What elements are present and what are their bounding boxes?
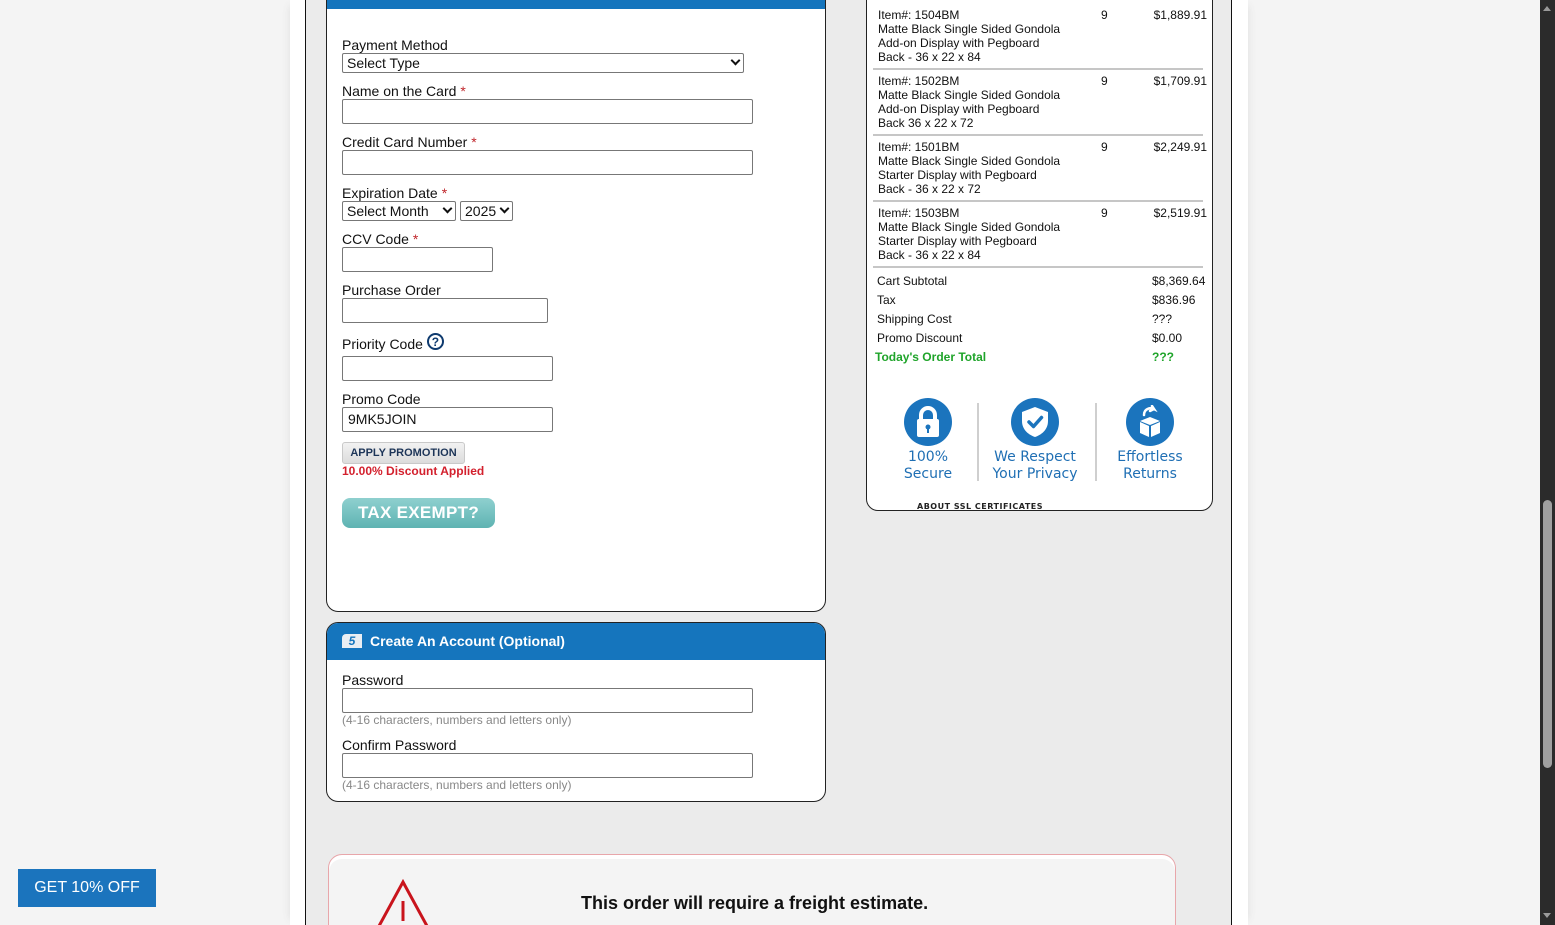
name-on-card-input[interactable] (342, 99, 753, 124)
ccv-input[interactable] (342, 247, 493, 272)
item-name-line: Back - 36 x 22 x 84 (878, 50, 981, 64)
item-description (878, 206, 1078, 262)
badge-line: We Respect (994, 449, 1076, 465)
ccv-label-text: CCV Code (342, 231, 409, 247)
cart-item (873, 70, 1207, 136)
item-description (878, 74, 1078, 130)
card-number-input[interactable] (342, 150, 753, 175)
step-number-badge: 5 (342, 634, 362, 648)
priority-code-label-text: Priority Code (342, 336, 423, 352)
vertical-scrollbar[interactable] (1540, 0, 1555, 925)
item-description (878, 8, 1078, 64)
tax-label: Tax (877, 293, 896, 307)
item-price: $2,519.91 (1153, 206, 1207, 220)
expiration-year-value: 2025 (465, 203, 497, 219)
payment-method-value: Select Type (347, 55, 420, 71)
lock-icon (904, 398, 952, 446)
badge-line: Your Privacy (992, 466, 1078, 482)
purchase-order-label: Purchase Order (342, 282, 441, 298)
freight-estimate-notice (328, 854, 1176, 925)
get-discount-tab[interactable]: GET 10% OFF (18, 869, 156, 907)
item-name-line: Back - 36 x 22 x 72 (878, 182, 981, 196)
ccv-label (342, 231, 418, 247)
payment-method-label: Payment Method (342, 37, 448, 53)
item-quantity: 9 (1101, 206, 1108, 220)
chevron-down-icon (500, 204, 510, 214)
create-account-header (327, 623, 825, 660)
tax-exempt-button[interactable]: TAX EXEMPT? (342, 498, 495, 528)
tax-value: $836.96 (1152, 293, 1196, 307)
name-on-card-label (342, 83, 466, 99)
shipping-label: Shipping Cost (877, 312, 952, 326)
item-price: $1,709.91 (1153, 74, 1207, 88)
scroll-up-arrow-icon[interactable] (1543, 6, 1551, 11)
name-on-card-label-text: Name on the Card (342, 83, 457, 99)
order-total-value: ??? (1152, 350, 1174, 364)
subtotal-row (877, 274, 1207, 293)
item-name-line: Add-on Display with Pegboard (878, 36, 1040, 50)
promo-code-label: Promo Code (342, 391, 421, 407)
chevron-down-icon (443, 204, 453, 214)
item-number: Item#: 1501BM (878, 140, 960, 154)
shipping-row (877, 312, 1207, 331)
payment-panel-header-bar (327, 0, 825, 9)
item-quantity: 9 (1101, 8, 1108, 22)
chevron-down-icon (731, 56, 741, 66)
item-name-line: Starter Display with Pegboard (878, 168, 1037, 182)
badge-line: Effortless (1117, 449, 1183, 465)
shipping-value: ??? (1152, 312, 1173, 326)
shield-check-icon (1011, 398, 1059, 446)
item-name-line: Matte Black Single Sided Gondola (878, 154, 1061, 168)
item-name-line: Matte Black Single Sided Gondola (878, 88, 1061, 102)
tax-row (877, 293, 1207, 312)
expiration-date-label (342, 185, 447, 201)
item-number: Item#: 1502BM (878, 74, 960, 88)
about-ssl-certificates-link[interactable]: ABOUT SSL CERTIFICATES (917, 502, 1044, 511)
order-summary-panel (866, 0, 1213, 511)
item-name-line: Matte Black Single Sided Gondola (878, 22, 1061, 36)
order-total-row (875, 350, 1205, 369)
required-marker: * (412, 231, 419, 247)
badge-line: Secure (903, 466, 953, 482)
promo-discount-value: $0.00 (1152, 331, 1183, 345)
item-description (878, 140, 1078, 196)
badge-divider (977, 403, 979, 481)
item-number: Item#: 1504BM (878, 8, 960, 22)
expiration-date-label-text: Expiration Date (342, 185, 438, 201)
item-price: $1,889.91 (1153, 8, 1207, 22)
cart-item (873, 202, 1207, 268)
returns-badge (1095, 398, 1205, 483)
priority-code-input[interactable] (342, 356, 553, 381)
item-name-line: Starter Display with Pegboard (878, 234, 1037, 248)
promo-discount-row (877, 331, 1207, 350)
purchase-order-input[interactable] (342, 298, 548, 323)
box-return-icon (1126, 398, 1174, 446)
scrollbar-thumb[interactable] (1543, 500, 1552, 768)
expiration-month-value: Select Month (347, 203, 429, 219)
promo-discount-label: Promo Discount (877, 331, 963, 345)
badge-line: 100% (907, 449, 949, 465)
confirm-password-input[interactable] (342, 753, 753, 778)
privacy-badge (980, 398, 1090, 483)
item-name-line: Back - 36 x 22 x 84 (878, 248, 981, 262)
item-quantity: 9 (1101, 140, 1108, 154)
item-price: $2,249.91 (1153, 140, 1207, 154)
subtotal-value: $8,369.64 (1152, 274, 1206, 288)
create-account-title: Create An Account (Optional) (370, 633, 565, 649)
secure-badge (873, 398, 983, 483)
item-name-line: Add-on Display with Pegboard (878, 102, 1040, 116)
card-number-label-text: Credit Card Number (342, 134, 468, 150)
order-total-label: Today's Order Total (875, 350, 987, 364)
expiration-year-select[interactable] (460, 201, 513, 221)
card-number-label (342, 134, 477, 150)
required-marker: * (441, 185, 448, 201)
freight-estimate-message: This order will require a freight estimate. (581, 893, 929, 913)
promo-code-input[interactable]: 9MK5JOIN (342, 407, 553, 432)
badge-line: Returns (1123, 466, 1177, 482)
item-name-line: Back 36 x 22 x 72 (878, 116, 974, 130)
expiration-month-select[interactable] (342, 201, 456, 221)
apply-promotion-button[interactable]: APPLY PROMOTION (342, 442, 465, 464)
item-name-line: Matte Black Single Sided Gondola (878, 220, 1061, 234)
item-quantity: 9 (1101, 74, 1108, 88)
scroll-down-arrow-icon[interactable] (1543, 913, 1551, 918)
item-number: Item#: 1503BM (878, 206, 960, 220)
required-marker: * (471, 134, 477, 150)
password-hint: (4-16 characters, numbers and letters only) (342, 713, 572, 727)
confirm-password-hint: (4-16 characters, numbers and letters only) (342, 778, 572, 792)
password-input[interactable] (342, 688, 753, 713)
priority-code-label (342, 333, 444, 352)
create-account-panel (326, 622, 826, 802)
password-label: Password (342, 672, 404, 688)
cart-item (873, 136, 1207, 202)
help-question-icon[interactable]: ? (427, 333, 444, 350)
subtotal-label: Cart Subtotal (877, 274, 948, 288)
cart-item (873, 4, 1207, 70)
warning-triangle-icon (371, 879, 435, 925)
discount-applied-message: 10.00% Discount Applied (342, 464, 485, 478)
payment-method-select[interactable] (342, 53, 744, 73)
required-marker: * (460, 83, 466, 99)
payment-panel (326, 0, 826, 612)
confirm-password-label: Confirm Password (342, 737, 457, 753)
